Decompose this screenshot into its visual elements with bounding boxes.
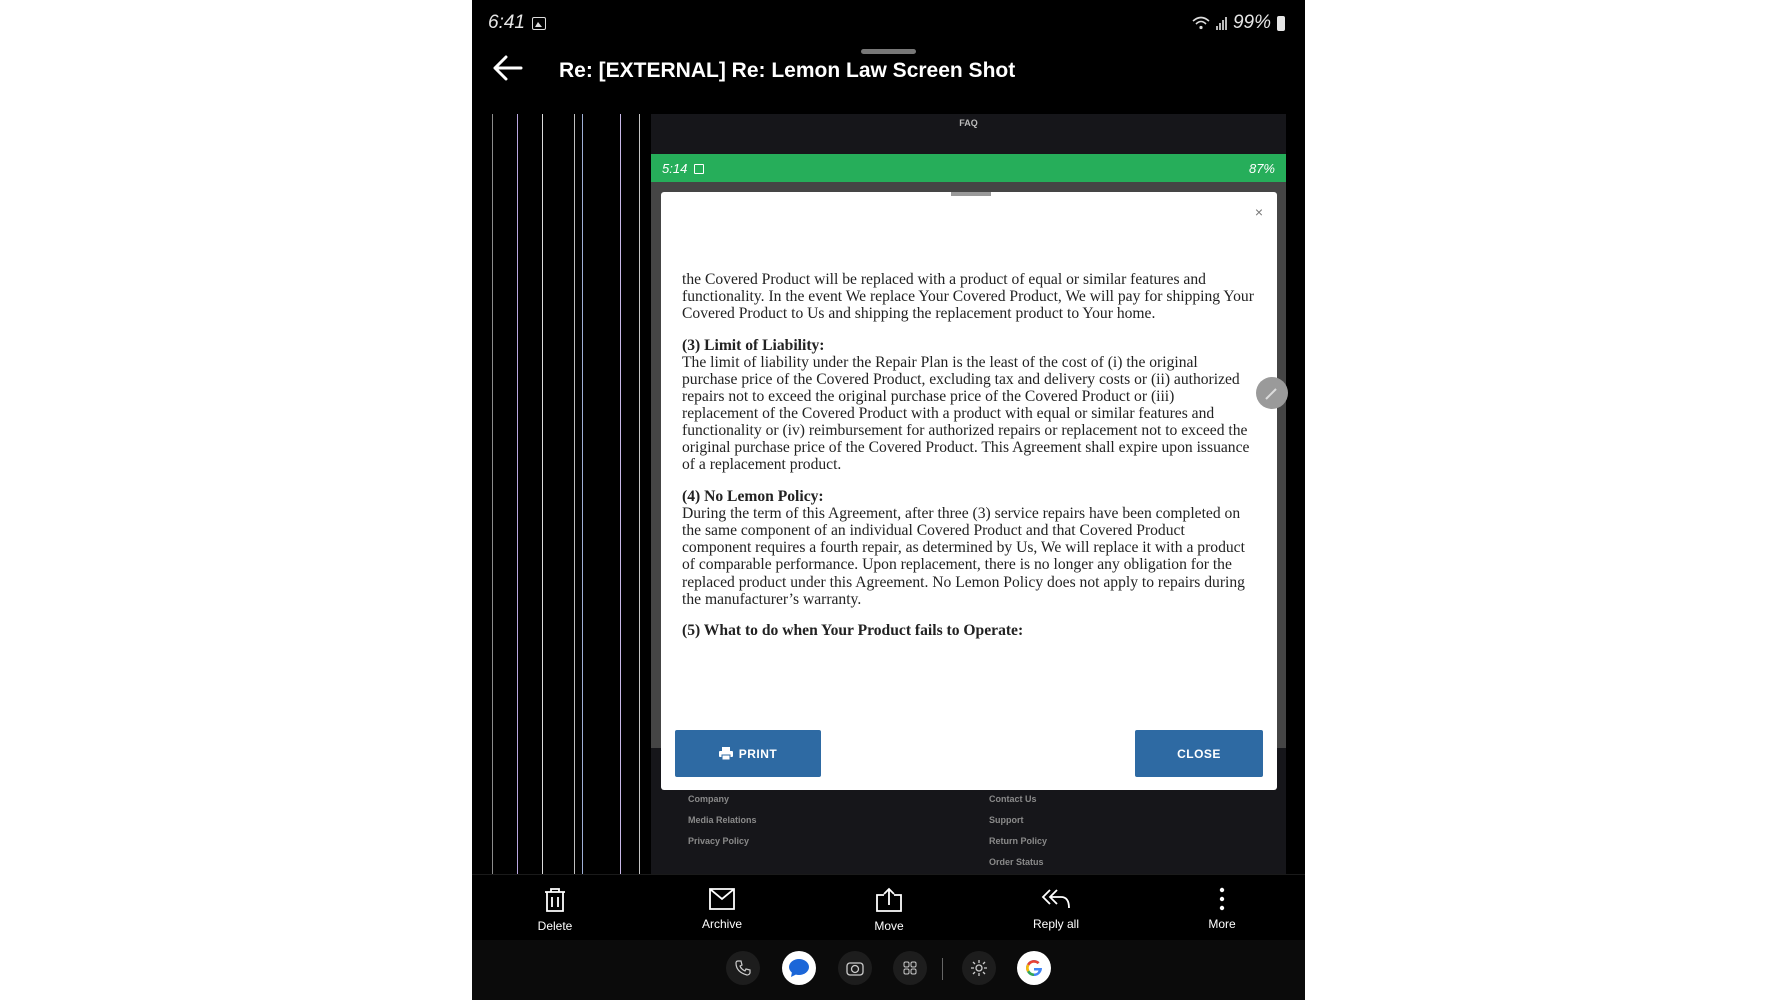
- embedded-status-bar: [651, 154, 1286, 182]
- divider-line: [492, 114, 493, 874]
- print-label: PRINT: [738, 746, 778, 761]
- footer-link[interactable]: Order Status: [989, 857, 1044, 867]
- delete-button[interactable]: [505, 875, 605, 933]
- footer-link[interactable]: Company: [688, 794, 730, 804]
- faq-label: FAQ: [959, 118, 978, 128]
- section-heading: (4) No Lemon Policy:: [682, 488, 824, 506]
- divider-line: [620, 114, 621, 874]
- reply-all-label: Reply all: [1032, 917, 1080, 931]
- embedded-status-time: 5:14: [662, 161, 688, 176]
- footer-link[interactable]: Return Policy: [989, 836, 1048, 846]
- back-button[interactable]: [492, 54, 532, 90]
- edit-pen-button[interactable]: [1256, 377, 1288, 409]
- modal-handle: [951, 192, 991, 196]
- terms-paragraph: [682, 622, 1254, 639]
- footer-links-right: [989, 794, 1047, 874]
- camera-app-icon[interactable]: [838, 951, 872, 985]
- terms-paragraph: (4) No Lemon Policy: During the term of this Agreement, after three (3) service repairs have been completed on the same component of an individual Covered Product and that Covered Product component requires a fourth repair, as determined by Us, We will replace it with a product of comparable performance. Upon replacement, there is no longer any obligation for the replaced product under this Agreement. No Lemon Policy does not apply to repairs during the manufacturer’s warranty.: [682, 488, 1254, 608]
- footer-link[interactable]: Support: [989, 815, 1024, 825]
- archive-icon: [708, 887, 736, 911]
- delete-label: Delete: [537, 919, 573, 933]
- signal-icon: [1216, 16, 1227, 30]
- print-button[interactable]: [675, 730, 821, 777]
- camera-icon: [846, 960, 864, 976]
- status-time: 6:41: [488, 12, 525, 33]
- battery-icon: [1277, 16, 1285, 31]
- email-subject: Re: [EXTERNAL] Re: Lemon Law Screen Shot: [559, 59, 1016, 82]
- move-button[interactable]: [839, 875, 939, 933]
- footer-link[interactable]: Media Relations: [688, 815, 757, 825]
- phone-icon: [735, 960, 751, 976]
- pen-icon: [1256, 377, 1288, 409]
- apps-app-icon[interactable]: [893, 951, 927, 985]
- more-button[interactable]: [1172, 875, 1272, 931]
- divider-line: [542, 114, 543, 874]
- settings-icon: [970, 959, 988, 977]
- messages-app-icon[interactable]: [782, 951, 816, 985]
- embedded-battery-percent: 87%: [1248, 161, 1275, 176]
- terms-paragraph: the Covered Product will be replaced with a product of equal or similar features and functionality. In the event We replace Your Covered Product, We will pay for shipping Your Covered Product to Us and shipping the replacement product to Your home.: [682, 271, 1254, 323]
- divider-line: [517, 114, 518, 874]
- terms-text: [682, 271, 1254, 654]
- back-arrow-icon: [492, 54, 524, 82]
- divider-line: [574, 114, 575, 874]
- close-icon[interactable]: ×: [1254, 204, 1263, 220]
- more-label: More: [1208, 917, 1236, 931]
- divider-line: [639, 114, 640, 874]
- footer-links-left: [688, 794, 757, 857]
- move-label: Move: [874, 919, 904, 933]
- archive-label: Archive: [701, 917, 742, 931]
- move-icon: [875, 887, 903, 913]
- printer-icon: [719, 747, 733, 760]
- drag-handle[interactable]: [861, 49, 916, 54]
- gallery-notification-icon: [532, 17, 546, 30]
- warranty-terms-modal: [661, 192, 1277, 790]
- archive-button[interactable]: [672, 875, 772, 931]
- divider-line: [582, 114, 583, 874]
- section-heading: (5) What to do when Your Product fails to Operate:: [682, 622, 1024, 640]
- apps-icon: [903, 961, 917, 975]
- app-dock: [472, 940, 1305, 1000]
- close-button[interactable]: [1135, 730, 1263, 777]
- wifi-icon: [1192, 16, 1210, 30]
- footer-link[interactable]: Contact Us: [989, 794, 1037, 804]
- trash-icon: [543, 887, 567, 913]
- messages-icon: [788, 958, 810, 978]
- battery-percent: 99%: [1232, 12, 1271, 33]
- reply-all-button[interactable]: [1006, 875, 1106, 931]
- phone-app-icon[interactable]: [726, 951, 760, 985]
- more-vertical-icon: [1218, 887, 1226, 911]
- terms-paragraph: (3) Limit of Liability: The limit of liability under the Repair Plan is the least of the cost of (i) the original purchase price of the Covered Product, excluding tax and delivery costs or (ii) authorized repairs not to exceed the original purchase price of the Covered Product or (iii) replacement of the Covered Product with a product with equal or similar features and functionality or (iv) reimbursement for authorized repairs or replacement not to exceed the original purchase price of the Covered Product. This Agreement shall expire upon issuance of a replacement product.: [682, 337, 1254, 474]
- status-icons: [1192, 12, 1285, 34]
- embedded-gallery-icon: [694, 164, 704, 174]
- section-heading: (3) Limit of Liability:: [682, 336, 825, 354]
- reply-all-icon: [1041, 887, 1071, 911]
- google-app-icon[interactable]: [1017, 951, 1051, 985]
- google-icon: [1024, 958, 1044, 978]
- dock-separator: [942, 958, 943, 980]
- settings-app-icon[interactable]: [962, 951, 996, 985]
- close-label: CLOSE: [1177, 746, 1221, 761]
- email-action-toolbar: [472, 874, 1305, 941]
- footer-link[interactable]: Privacy Policy: [688, 836, 750, 846]
